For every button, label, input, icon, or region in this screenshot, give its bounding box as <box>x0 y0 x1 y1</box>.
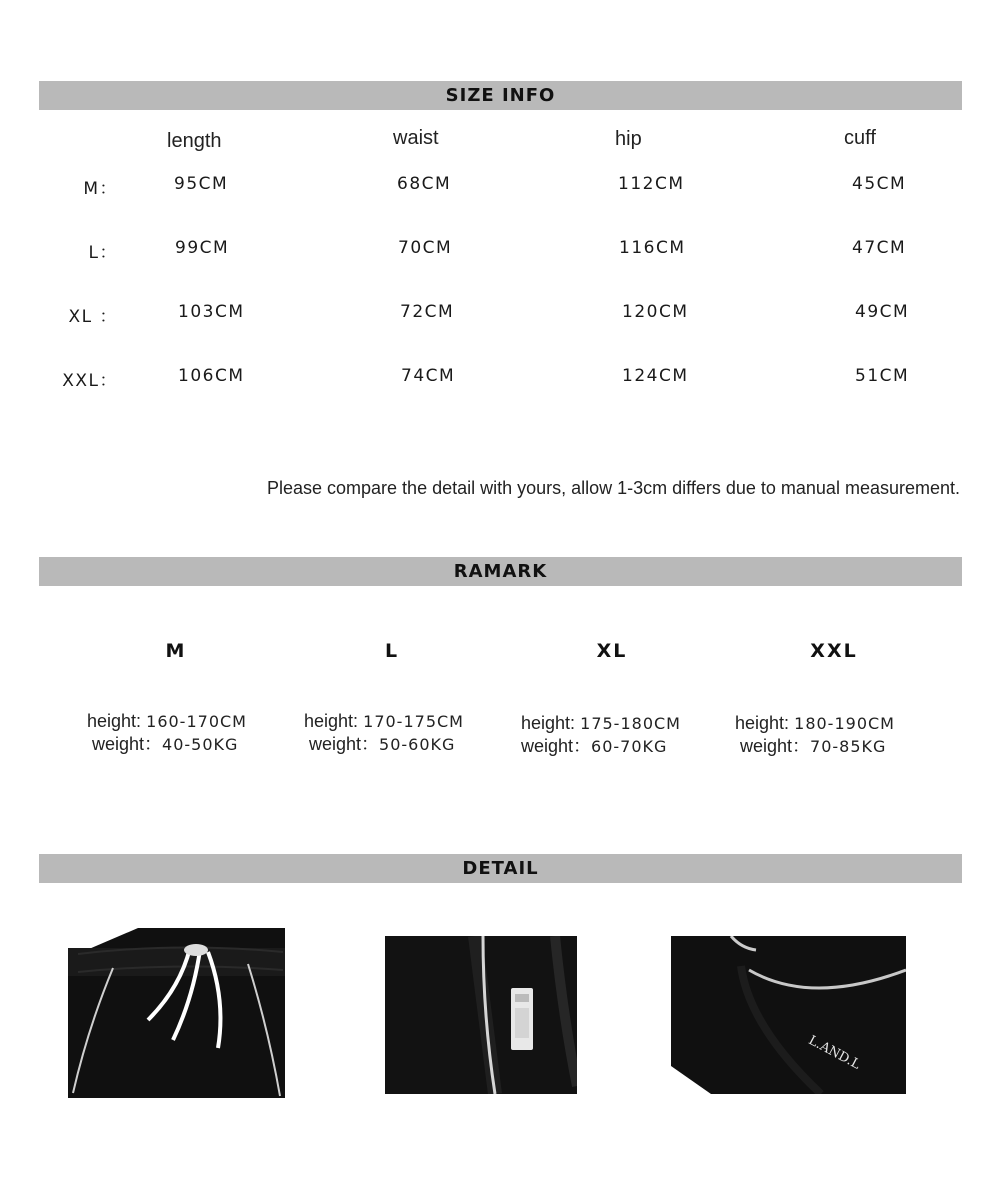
remark-header: RAMARK <box>39 557 962 586</box>
size-label-m: M <box>165 640 187 662</box>
table-cell: 124CM <box>622 366 689 386</box>
detail-photo-waistband <box>68 928 285 1098</box>
brand-logo-text: L.AND.L <box>805 1033 863 1073</box>
size-l-fit <box>304 710 464 756</box>
table-cell: 70CM <box>398 238 453 258</box>
height-value: 175-180CM <box>580 714 681 733</box>
weight-value: 40-50KG <box>162 735 239 754</box>
weight-label: weight： <box>740 736 811 756</box>
detail-photo-logo <box>671 936 906 1094</box>
size-label-xl: XL <box>596 640 628 662</box>
weight-value: 60-70KG <box>591 737 668 756</box>
table-cell: 74CM <box>401 366 456 386</box>
height-label: height: <box>304 711 359 731</box>
size-xl-fit <box>521 712 681 758</box>
size-row-label: M： <box>83 179 118 199</box>
height-label: height: <box>521 713 576 733</box>
table-cell: 120CM <box>622 302 689 322</box>
table-cell: 112CM <box>618 174 685 194</box>
size-label-l: L <box>384 640 400 662</box>
height-value: 180-190CM <box>794 714 895 733</box>
height-label: height: <box>87 711 142 731</box>
measurement-note: Please compare the detail with yours, allow 1-3cm differs due to manual measurement. <box>266 478 960 498</box>
detail-photo-label <box>385 936 577 1094</box>
table-cell: 45CM <box>852 174 907 194</box>
size-row-label: XXL： <box>62 371 118 391</box>
weight-label: weight： <box>309 734 380 754</box>
height-label: height: <box>735 713 790 733</box>
table-cell: 95CM <box>174 174 229 194</box>
table-cell: 99CM <box>175 238 230 258</box>
weight-value: 50-60KG <box>379 735 456 754</box>
size-m-fit <box>87 710 247 756</box>
column-header-waist: waist <box>393 127 439 149</box>
weight-label: weight： <box>92 734 163 754</box>
table-cell: 116CM <box>619 238 686 258</box>
height-value: 170-175CM <box>363 712 464 731</box>
weight-label: weight： <box>521 736 592 756</box>
weight-value: 70-85KG <box>810 737 887 756</box>
height-value: 160-170CM <box>146 712 247 731</box>
column-header-cuff: cuff <box>844 127 876 149</box>
table-cell: 68CM <box>397 174 452 194</box>
table-cell: 103CM <box>178 302 245 322</box>
table-cell: 49CM <box>855 302 910 322</box>
detail-header: DETAIL <box>39 854 962 883</box>
size-info-header: SIZE INFO <box>39 81 962 110</box>
table-cell: 51CM <box>855 366 910 386</box>
table-cell: 72CM <box>400 302 455 322</box>
size-row-label: L： <box>88 243 118 263</box>
size-xxl-fit <box>735 712 895 758</box>
column-header-hip: hip <box>615 128 642 150</box>
size-row-label: XL ： <box>68 307 118 327</box>
size-label-xxl: XXL <box>810 640 858 662</box>
table-cell: 106CM <box>178 366 245 386</box>
table-cell: 47CM <box>852 238 907 258</box>
column-header-length: length <box>167 130 222 152</box>
